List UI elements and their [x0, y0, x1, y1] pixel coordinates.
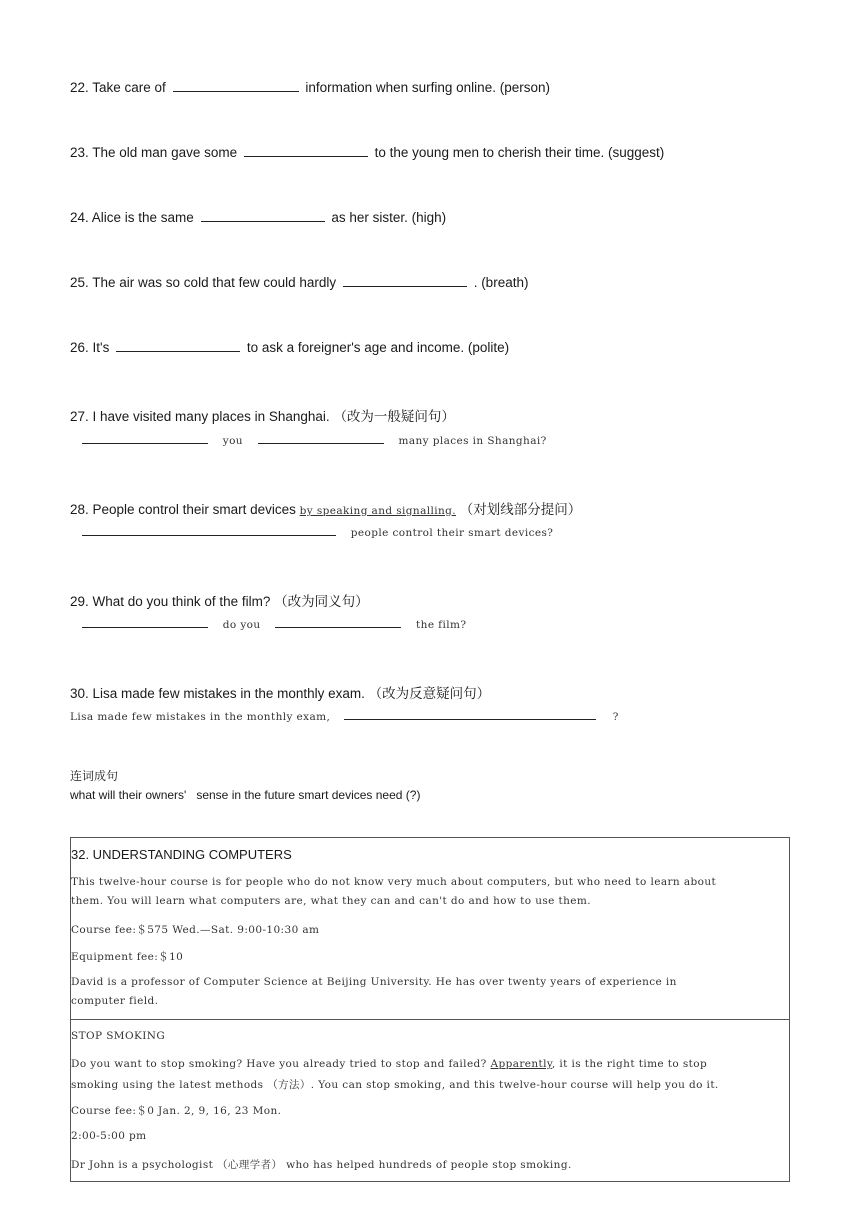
q31-heading: 连词成句 [70, 769, 119, 783]
ad1-course-fee: Course fee:＄575 Wed.—Sat. 9:00-10:30 am [71, 924, 320, 936]
q29-blank-2[interactable] [275, 626, 401, 628]
q29-tail: the film? [416, 619, 467, 631]
q30-answer-line [70, 711, 619, 723]
ads-table-divider [70, 1019, 790, 1020]
q27-word: you [222, 435, 243, 447]
ad2-underlined-word: Apparently [490, 1058, 552, 1070]
ad1-description-line-1: This twelve-hour course is for people who do not know very much about computers, but who need to learn about [71, 876, 717, 888]
ad2-title: STOP SMOKING [71, 1030, 166, 1042]
q27-blank-2[interactable] [258, 442, 384, 444]
q30-question-mark: ? [612, 711, 619, 723]
ad2-description-line-1 [71, 1058, 707, 1070]
ads-table [70, 837, 790, 1182]
q29-text: 29. What do you think of the film? [70, 594, 271, 609]
q31-words: what will their owners' sense in the future smart devices need (?) [70, 788, 421, 802]
q24-text: 24. Alice is the same [70, 210, 194, 225]
q22-hint: information when surfing online. (person) [305, 80, 550, 95]
q26-hint: to ask a foreigner's age and income. (polite) [246, 340, 510, 355]
question-29 [70, 590, 369, 610]
q27-instruction: （改为一般疑问句） [333, 409, 455, 424]
question-28 [70, 498, 581, 518]
q23-text: 23. The old man gave some [70, 145, 238, 160]
ad1-title: 32. UNDERSTANDING COMPUTERS [71, 847, 292, 862]
ad2-teacher: Dr John is a psychologist （心理学者） who has helped hundreds of people stop smoking. [71, 1159, 572, 1171]
q25-hint: . (breath) [473, 275, 529, 290]
q28-underlined-part: by speaking and signalling. [299, 505, 457, 517]
q27-blank-1[interactable] [82, 442, 208, 444]
question-30 [70, 682, 490, 702]
q30-statement: Lisa made few mistakes in the monthly exam, [70, 711, 331, 723]
q24-hint: as her sister. (high) [331, 210, 447, 225]
ad2-desc-post: , it is the right time to stop [551, 1058, 708, 1070]
ad1-description-line-2: them. You will learn what computers are, what they can and can't do and how to use them. [71, 895, 592, 907]
q27-text: 27. I have visited many places in Shanghai. [70, 409, 330, 424]
q26-text: 26. It's [70, 340, 110, 355]
ad2-description-line-2: smoking using the latest methods （方法）. You can stop smoking, and this twelve-hour course will help you do it. [71, 1079, 719, 1091]
q28-instruction: （对划线部分提问） [459, 502, 582, 517]
q22-text: 22. Take care of [70, 80, 166, 95]
q27-tail: many places in Shanghai? [398, 435, 547, 447]
q29-answer-line [82, 619, 466, 631]
q30-blank[interactable] [344, 718, 596, 720]
q28-blank[interactable] [82, 534, 336, 536]
q29-words: do you [222, 619, 261, 631]
question-23 [70, 145, 664, 160]
ad1-equipment-fee: Equipment fee:＄10 [71, 951, 184, 963]
q22-blank[interactable] [173, 90, 299, 92]
question-27 [70, 405, 455, 425]
q28-tail: people control their smart devices? [350, 527, 554, 539]
ad1-teacher-line-2: computer field. [71, 995, 159, 1007]
question-22 [70, 80, 550, 95]
q23-hint: to the young men to cherish their time. (suggest) [374, 145, 665, 160]
q30-instruction: （改为反意疑问句） [368, 686, 491, 701]
ad2-course-fee: Course fee:＄0 Jan. 2, 9, 16, 23 Mon. [71, 1105, 282, 1117]
q30-text: 30. Lisa made few mistakes in the monthly exam. [70, 686, 365, 701]
q29-instruction: （改为同义句） [274, 594, 369, 609]
q24-blank[interactable] [201, 220, 325, 222]
q27-answer-line [82, 435, 547, 447]
q28-text: 28. People control their smart devices [70, 502, 296, 517]
q28-answer-line [82, 527, 553, 539]
question-24 [70, 210, 446, 225]
question-26 [70, 340, 509, 355]
q23-blank[interactable] [244, 155, 368, 157]
q26-blank[interactable] [116, 350, 240, 352]
q25-text: 25. The air was so cold that few could hardly [70, 275, 337, 290]
q29-blank-1[interactable] [82, 626, 208, 628]
ad1-teacher-line-1: David is a professor of Computer Science at Beijing University. He has over twenty years of experience in [71, 976, 677, 988]
q25-blank[interactable] [343, 285, 467, 287]
ad2-desc-pre: Do you want to stop smoking? Have you already tried to stop and failed? [71, 1058, 487, 1070]
ad2-time: 2:00-5:00 pm [71, 1130, 147, 1142]
question-25 [70, 275, 528, 290]
